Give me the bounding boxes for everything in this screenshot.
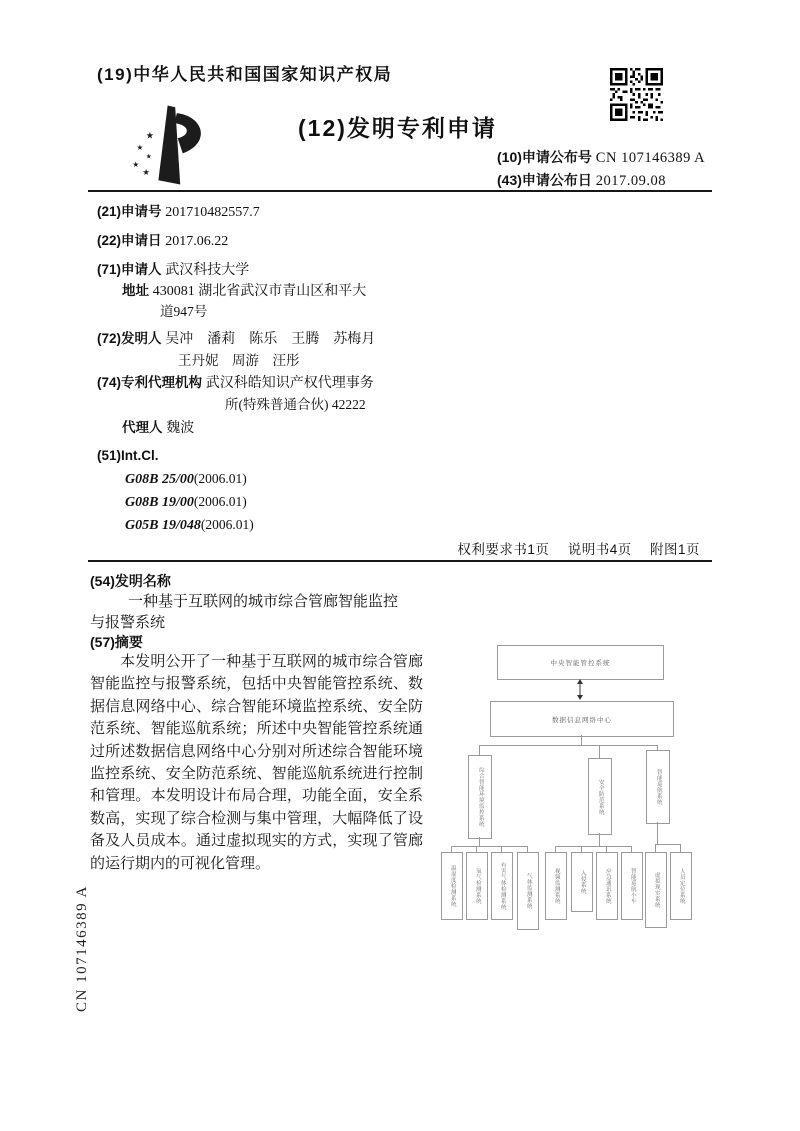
- connector-line: [555, 846, 632, 847]
- agent-row: [122, 418, 194, 439]
- address-label: 地址: [122, 283, 149, 298]
- svg-text:★: ★: [136, 143, 144, 153]
- section-divider: [88, 560, 712, 562]
- address-line2: 道947号: [160, 304, 208, 319]
- diagram-box-central: [497, 645, 664, 680]
- connector-line: [599, 833, 600, 846]
- diagram-bottom-box: [545, 852, 567, 920]
- diagram-bottom-box: [621, 852, 643, 920]
- inventors-row: [97, 329, 375, 350]
- diagram-bottom-box: [596, 852, 618, 920]
- connector-line: [581, 735, 582, 745]
- filing-date-label: (22)申请日: [97, 233, 162, 248]
- diagram-bottom-label-3: 有害气体检测系统: [499, 862, 506, 910]
- publication-number-row: [497, 147, 705, 167]
- connector-line: [479, 837, 480, 846]
- publication-date-label: (43)申请公布日: [497, 172, 592, 188]
- diagram-bottom-label-4: 气体监测系统: [525, 873, 532, 909]
- diagram-box-network: [490, 701, 674, 737]
- description-pages: 说明书4页: [567, 542, 632, 557]
- issuing-office: (19)中华人民共和国国家知识产权局: [97, 65, 393, 84]
- connector-line: [655, 844, 656, 852]
- diagram-box-security: [588, 758, 612, 835]
- agency-label: (74)专利代理机构: [97, 375, 203, 390]
- invention-title-line1: 一种基于互联网的城市综合管廊智能监控: [128, 594, 399, 610]
- applicant-address-row: [122, 281, 366, 302]
- intcl-code-2: G08B 19/00: [125, 495, 194, 510]
- diagram-mid-label-3: 智能巡航系统: [655, 769, 662, 805]
- diagram-mid-label-2: 安全防范系统: [597, 778, 604, 815]
- agent-label: 代理人: [122, 420, 163, 435]
- inventors-line2: 王丹妮 周游 汪彤: [178, 353, 300, 368]
- svg-text:★: ★: [142, 167, 150, 178]
- diagram-bottom-box: [645, 852, 667, 928]
- diagram-bottom-label-8: 智能巡航小车: [629, 868, 636, 904]
- agency-line2: 所(特殊普通合伙) 42222: [225, 397, 366, 412]
- connector-line: [655, 844, 681, 845]
- diagram-bottom-label-1: 温湿度检测系统: [449, 865, 456, 907]
- svg-text:★: ★: [145, 153, 152, 161]
- invention-title-line2: 与报警系统: [90, 615, 166, 631]
- double-arrow-icon: [575, 679, 585, 700]
- diagram-bottom-box: [517, 852, 539, 930]
- diagram-bottom-box: [441, 852, 463, 920]
- connector-line: [599, 745, 600, 758]
- intcl-date-3: (2006.01): [200, 517, 254, 532]
- diagram-bottom-label-2: 氧气检测系统: [474, 868, 481, 904]
- application-number-value: 201710482557.7: [165, 205, 260, 220]
- intcl-date-1: (2006.01): [193, 471, 247, 486]
- application-number-label: (21)申请号: [97, 204, 162, 219]
- abstract-label: (57)摘要: [90, 634, 143, 650]
- intcl-entry: [125, 492, 247, 513]
- drawings-pages: 附图1页: [649, 542, 700, 557]
- publication-number-label: (10)申请公布号: [497, 149, 592, 165]
- connector-line: [680, 844, 681, 852]
- diagram-box-network-label: 数据信息网络中心: [552, 716, 612, 724]
- publication-number-value: CN 107146389 A: [595, 150, 706, 166]
- diagram-bottom-label-6: 入侵系统: [579, 870, 586, 894]
- diagram-bottom-box: [571, 852, 593, 912]
- page-counts: [443, 538, 700, 558]
- application-number-row: [97, 202, 260, 223]
- intcl-code-1: G08B 25/00: [125, 472, 194, 487]
- connector-line: [479, 745, 480, 755]
- qr-code: [610, 67, 663, 122]
- intcl-label: (51)Int.Cl.: [97, 448, 159, 463]
- cnipa-logo-icon: [125, 103, 217, 187]
- diagram-bottom-box: [491, 852, 513, 920]
- applicant-row: [97, 260, 249, 281]
- agency-row: [97, 373, 374, 394]
- agent-value: 魏波: [166, 421, 195, 436]
- sidebar-publication-number: CN 107146389 A: [74, 885, 90, 1012]
- agency-line1: 武汉科皓知识产权代理事务: [205, 376, 374, 391]
- diagram-bottom-label-5: 视频监测系统: [553, 868, 560, 904]
- document-type: (12)发明专利申请: [298, 115, 497, 141]
- title-label: (54)发明名称: [90, 573, 171, 589]
- svg-text:★: ★: [132, 159, 140, 169]
- diagram-box-central-label: 中央智能管控系统: [550, 660, 611, 667]
- header-divider: [88, 190, 712, 192]
- connector-line: [479, 745, 658, 746]
- abstract-text: 本发明公开了一种基于互联网的城市综合管廊智能监控与报警系统，包括中央智能管控系统、数据信息网络中心、综合智能环境监控系统、安全防范系统、智能巡航系统；所述中央智能管控系统通过所述数据信息网络中心分别对所述综合智能环境监控系统、安全防范系统、智能巡航系统进行控制和管理。本发明设计布局合理，功能全面，安全系数高，实现了综合检测与集中管理，大幅降低了设备及人员成本。通过虚拟现实的方式，实现了管廊的运行期内的可视化管理。: [90, 654, 423, 872]
- diagram-bottom-label-10: 人员定位系统: [678, 868, 685, 904]
- filing-date-value: 2017.06.22: [165, 234, 229, 249]
- intcl-date-2: (2006.01): [193, 494, 247, 509]
- applicant-label: (71)申请人: [97, 262, 162, 277]
- diagram-bottom-label-9: 虚拟现实系统: [653, 872, 660, 908]
- connector-line: [657, 822, 658, 844]
- diagram-box-env-monitoring: [468, 755, 492, 839]
- filing-date-row: [97, 231, 228, 252]
- diagram-box-cruise: [646, 750, 670, 824]
- publication-date-value: 2017.09.08: [595, 173, 667, 189]
- publication-date-row: [497, 170, 666, 190]
- inventors-line1: 吴冲 潘莉 陈乐 王腾 苏梅月: [165, 332, 376, 347]
- inventors-label: (72)发明人: [97, 331, 162, 346]
- applicant-value: 武汉科技大学: [165, 263, 250, 278]
- diagram-bottom-box: [670, 852, 692, 920]
- claims-pages: 权利要求书1页: [457, 542, 550, 557]
- diagram-mid-label-1: 综合智能环境监控系统: [477, 767, 484, 827]
- svg-text:★: ★: [145, 130, 155, 141]
- diagram-bottom-label-7: 应急通讯系统: [604, 868, 611, 904]
- diagram-bottom-box: [466, 852, 488, 920]
- connector-line: [451, 846, 528, 847]
- intcl-entry: [125, 469, 247, 490]
- intcl-entry: [125, 515, 254, 536]
- intcl-code-3: G05B 19/048: [125, 518, 201, 533]
- address-line1: 430081 湖北省武汉市青山区和平大: [152, 284, 367, 299]
